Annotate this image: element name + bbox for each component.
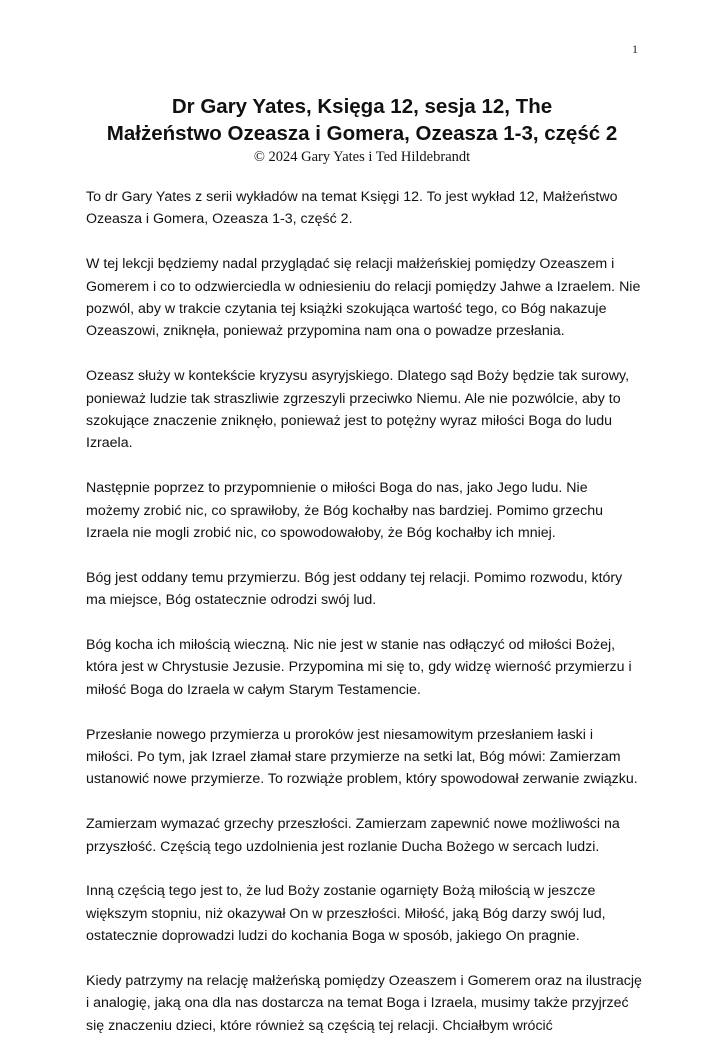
page-number: 1 — [632, 42, 638, 56]
title-line-2: Małżeństwo Ozeasza i Gomera, Ozeasza 1-3, część 2 — [106, 122, 618, 145]
document-title — [86, 93, 638, 147]
paragraph: Zamierzam wymazać grzechy przeszłości. Zamierzam zapewnić nowe możliwości na przyszłość. Częścią tego uzdolnienia jest rozlanie Ducha Bożego w sercach ludzi. — [86, 816, 620, 855]
paragraph: Bóg kocha ich miłością wieczną. Nic nie jest w stanie nas odłączyć od miłości Bożej, która jest w Chrystusie Jezusie. Przypomina mi się to, gdy widzę wierność przymierzu i miłość Boga do Izraela w całym Starym Testamencie. — [86, 637, 632, 698]
paragraph: Następnie poprzez to przypomnienie o miłości Boga do nas, jako Jego ludu. Nie możemy zrobić nic, co sprawiłoby, że Bóg kochałby nas bardziej. Pomimo grzechu Izraela nie mogli zrobić nic, co spowodowałoby, że Bóg kochałby ich mniej. — [86, 480, 604, 542]
document-body — [86, 186, 642, 1060]
paragraph: Bóg jest oddany temu przymierzu. Bóg jest oddany tej relacji. Pomimo rozwodu, który ma miejsce, Bóg ostatecznie odrodzi swój lud. — [86, 569, 623, 609]
title-line-1: Dr Gary Yates, Księga 12, sesja 12, The — [171, 95, 553, 118]
paragraph: Kiedy patrzymy na relację małżeńską pomiędzy Ozeaszem i Gomerem oraz na ilustrację i analogię, jaką ona dla nas dostarcza na temat Boga i Izraela, musimy także przyjrzeć się znaczeniu dzieci, które również są częścią tej relacji. Chciałbym wrócić — [86, 973, 642, 1034]
paragraph: Przesłanie nowego przymierza u proroków jest niesamowitym przesłaniem łaski i miłości. Po tym, jak Izrael złamał stare przymierze na setki lat, Bóg mówi: Zamierzam ustanowić nowe przymierze. To rozwiąże problem, który spowodował zerwanie związku. — [86, 726, 638, 788]
copyright-line: © 2024 Gary Yates i Ted Hildebrandt — [253, 149, 471, 165]
paragraph: Ozeasz służy w kontekście kryzysu asyryjskiego. Dlatego sąd Boży będzie tak surowy, ponieważ ludzie tak straszliwie zgrzeszyli przeciwko Niemu. Ale nie pozwólcie, aby to szokujące znaczenie zniknęło, ponieważ jest to potężny wyraz miłości Boga do ludu Izraela. — [86, 368, 630, 452]
paragraph: To dr Gary Yates z serii wykładów na temat Księgi 12. To jest wykład 12, Małżeństwo Ozeasza i Gomera, Ozeasza 1-3, część 2. — [86, 189, 618, 228]
paragraph: Inną częścią tego jest to, że lud Boży zostanie ogarnięty Bożą miłością w jeszcze większym stopniu, niż okazywał On w przeszłości. Miłość, jaką Bóg darzy swój lud, ostatecznie doprowadzi ludzi do kochania Boga w sposób, jakiego On pragnie. — [86, 883, 606, 945]
paragraph: W tej lekcji będziemy nadal przyglądać się relacji małżeńskiej pomiędzy Ozeaszem i Gomerem i co to odzwierciedla w odniesieniu do relacji pomiędzy Jahwe a Izraelem. Nie pozwól, aby w trakcie czytania tej książki szokująca wartość tego, co Bóg nakazuje Ozeaszowi, zniknęła, ponieważ przypomina nam ona o powadze przesłania. — [86, 256, 641, 340]
